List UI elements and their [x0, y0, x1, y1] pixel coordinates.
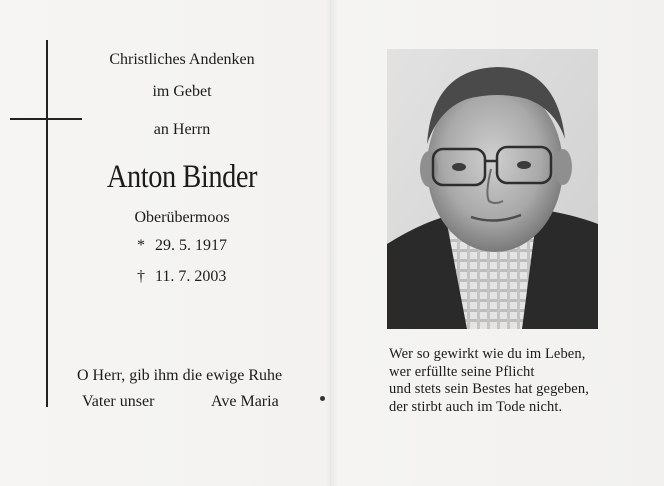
death-symbol: †	[137, 268, 145, 285]
cross-icon	[46, 40, 48, 407]
deceased-name: Anton Binder	[106, 159, 258, 195]
poem-line: der stirbt auch im Tode nicht.	[389, 398, 563, 415]
poem-line: Wer so gewirkt wie du im Leben,	[389, 346, 586, 362]
prayer-ave-maria: Ave Maria	[211, 393, 279, 410]
birth-date-row	[137, 236, 227, 256]
memorial-poem	[389, 346, 589, 416]
prayer-text: im Gebet	[152, 83, 212, 100]
death-date: 11. 7. 2003	[155, 268, 227, 285]
intro-text: Christliches Andenken	[109, 51, 255, 68]
portrait-photo	[387, 49, 598, 329]
portrait-photo-icon	[387, 49, 598, 329]
fold-dot	[320, 396, 325, 401]
rest-prayer: O Herr, gib ihm die ewige Ruhe	[77, 367, 283, 384]
poem-line: wer erfüllte seine Pflicht	[389, 363, 535, 380]
death-date-row	[137, 267, 226, 287]
birth-symbol: *	[137, 237, 145, 254]
poem-line: und stets sein Bestes hat gegeben,	[389, 381, 589, 397]
birth-date: 29. 5. 1917	[155, 237, 227, 254]
prayer-vater-unser: Vater unser	[82, 393, 155, 410]
cross-icon-bar	[10, 118, 82, 120]
salutation-text: an Herrn	[153, 121, 211, 138]
place-of-residence: Oberübermoos	[134, 209, 230, 226]
card-fold	[330, 0, 332, 486]
